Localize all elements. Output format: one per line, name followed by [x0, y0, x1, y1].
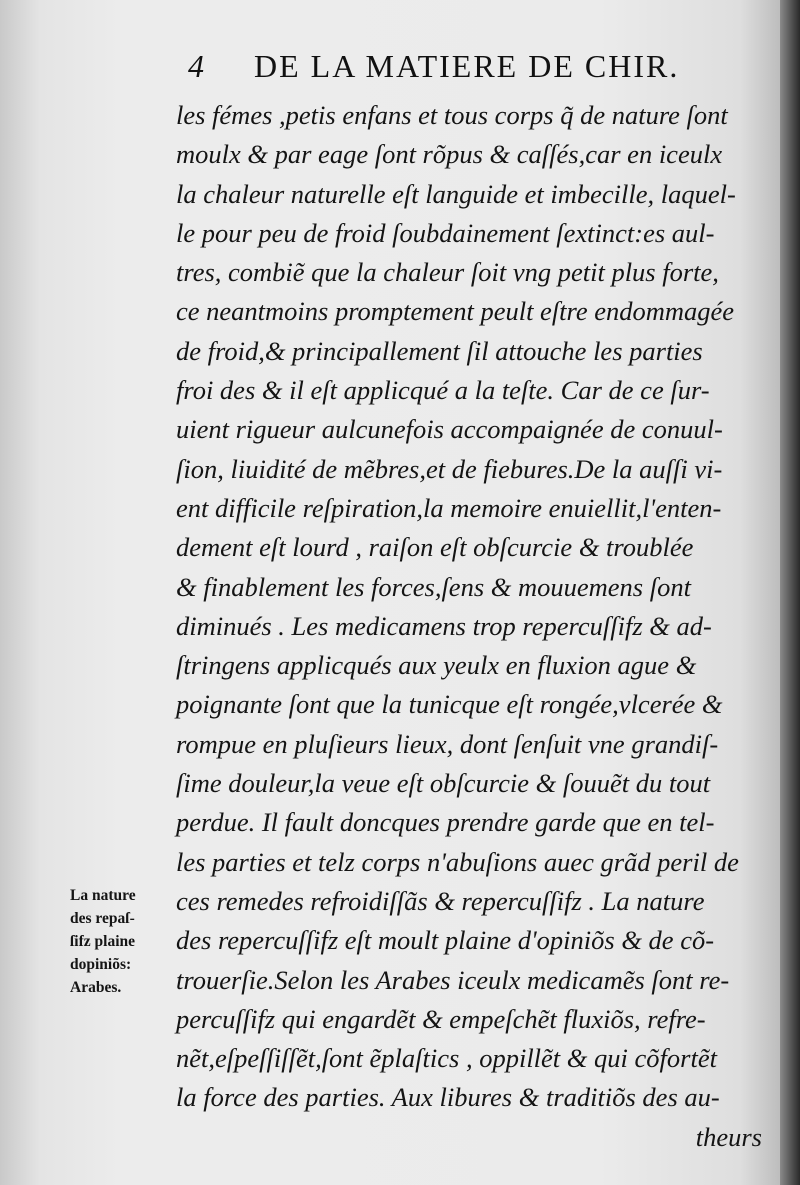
margin-note-line: La nature [70, 887, 136, 904]
text-line: nẽt,eſpeſſiſſẽt,ſont ẽplaſtics , oppillẽt & qui cõfortẽt [176, 1043, 717, 1074]
text-line: de froid,& principallement ſil attouche les parties [176, 335, 703, 366]
text-line: ſion, liuidité de mẽbres,et de fiebures.De la auſſi vi- [176, 453, 723, 484]
text-line: poignante ſont que la tunicque eſt rongée,vlcerée & [176, 689, 723, 720]
text-line: diminués . Les medicamens trop repercuſſifz & ad- [176, 610, 712, 641]
text-line: tres, combiẽ que la chaleur ſoit vng petit plus forte, [176, 257, 719, 288]
page-header [188, 48, 773, 88]
text-line: & finablement les forces,ſens & mouuemens ſont [176, 571, 691, 602]
text-line: percuſſifz qui engardẽt & empeſchẽt fluxiõs, refre- [176, 1003, 706, 1034]
margin-note [70, 884, 180, 999]
text-line: uient rigueur aulcunefois accompaignée de conuul- [176, 414, 723, 445]
margin-note-line: dopiniõs: [70, 956, 132, 973]
text-line: le pour peu de froid ſoubdainement ſextinct:es aul- [176, 217, 715, 248]
text-line: les fémes ,petis enfans et tous corps q̃ de nature ſont [176, 100, 728, 130]
body-text [176, 96, 776, 1157]
text-line: ſime douleur,la veue eſt obſcurcie & ſouuẽt du tout [176, 768, 711, 799]
text-line: ſtringens applicqués aux yeulx en fluxion ague & [176, 650, 697, 681]
margin-note-line: des repaſ- [70, 910, 135, 927]
text-line: rompue en pluſieurs lieux, dont ſenſuit vne grandiſ- [176, 728, 719, 759]
text-line: perdue. Il fault doncques prendre garde que en tel- [176, 807, 715, 838]
text-line: ces remedes refroidiſſãs & repercuſſifz . La nature [176, 885, 705, 916]
text-line: dement eſt lourd , raiſon eſt obſcurcie & troublée [176, 532, 694, 563]
catchword: theurs [695, 1121, 762, 1152]
text-line: froi des & il eſt applicqué a la teſte. Car de ce ſur- [176, 375, 710, 406]
text-line: des repercuſſifz eſt moult plaine d'opiniõs & de cõ- [176, 925, 715, 956]
margin-note-line: Arabes. [70, 979, 122, 996]
margin-note-line: ſifz plaine [70, 933, 136, 950]
book-spine-shadow [780, 0, 800, 1185]
text-line: la chaleur naturelle eſt languide et imbecille, laquel- [176, 178, 736, 209]
text-line: la force des parties. Aux libures & traditiõs des au- [176, 1082, 720, 1113]
text-line: ce neantmoins promptement peult eſtre endommagée [176, 296, 735, 327]
text-line: trouerſie.Selon les Arabes iceulx medicamẽs ſont re- [176, 964, 730, 995]
text-line: moulx & par eage ſont rõpus & caſſés,car en iceulx [176, 139, 723, 170]
running-title: DE LA MATIERE DE CHIR. [254, 48, 680, 84]
text-line: ent difficile reſpiration,la memoire enuiellit,l'enten- [176, 492, 722, 523]
text-line: les parties et telz corps n'abuſions auec grãd peril de [176, 846, 739, 877]
page-number: 4 [188, 48, 206, 84]
